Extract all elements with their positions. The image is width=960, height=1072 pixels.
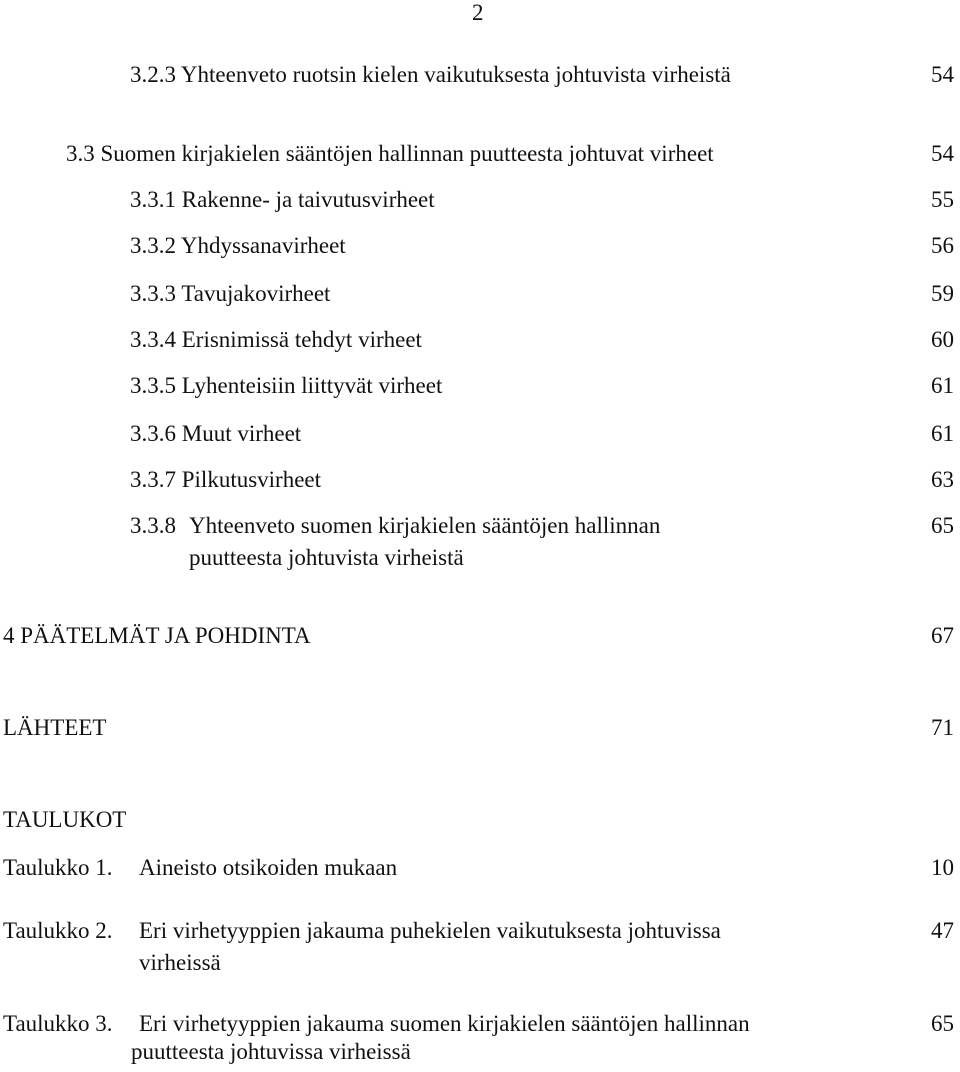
toc-entry-page: 63	[931, 467, 954, 492]
toc-entry-label: 3.3.7 Pilkutusvirheet	[130, 467, 322, 492]
tables-heading-label: TAULUKOT	[3, 807, 127, 832]
toc-entry-page: 54	[931, 141, 954, 166]
toc-entry-label: 3.3 Suomen kirjakielen sääntöjen hallinnan puutteesta johtuvat virheet	[66, 141, 714, 166]
toc-entry-label: 3.3.1 Rakenne- ja taivutusvirheet	[130, 187, 435, 212]
table-entry-page: 10	[931, 855, 954, 880]
toc-entry-label: Yhteenveto suomen kirjakielen sääntöjen hallinnan	[189, 513, 661, 538]
toc-entry-label: LÄHTEET	[3, 715, 107, 740]
toc-entry-page: 59	[931, 281, 954, 306]
toc-entry-page: 71	[931, 715, 954, 740]
table-entry-title-continued: virheissä	[139, 950, 221, 975]
table-entry-prefix: Taulukko 2.	[3, 918, 113, 943]
toc-entry-page: 61	[931, 373, 954, 398]
table-entry-page: 47	[931, 918, 954, 943]
toc-entry-label: 3.3.2 Yhdyssanavirheet	[130, 233, 346, 258]
table-entry-page: 65	[931, 1011, 954, 1036]
table-entry-title: Aineisto otsikoiden mukaan	[139, 855, 398, 880]
page-number: 2	[472, 0, 484, 25]
toc-entry-label: 4 PÄÄTELMÄT JA POHDINTA	[3, 623, 311, 648]
toc-entry-label: 3.2.3 Yhteenveto ruotsin kielen vaikutuksesta johtuvista virheistä	[130, 62, 731, 87]
table-entry-prefix: Taulukko 3.	[3, 1011, 113, 1036]
toc-entry-number: 3.3.8	[130, 513, 176, 538]
toc-entry-page: 56	[931, 233, 954, 258]
toc-entry-label: 3.3.5 Lyhenteisiin liittyvät virheet	[130, 373, 443, 398]
toc-entry-label: 3.3.4 Erisnimissä tehdyt virheet	[130, 327, 422, 352]
toc-entry-page: 54	[931, 62, 954, 87]
toc-entry-label: 3.3.3 Tavujakovirheet	[130, 281, 331, 306]
table-entry-title-continued: puutteesta johtuvissa virheissä	[131, 1039, 411, 1064]
table-entry-prefix: Taulukko 1.	[3, 855, 113, 880]
toc-entry-label-continued: puutteesta johtuvista virheistä	[189, 545, 464, 570]
toc-entry-page: 60	[931, 327, 954, 352]
toc-entry-label: 3.3.6 Muut virheet	[130, 421, 302, 446]
toc-entry-page: 55	[931, 187, 954, 212]
toc-entry-page: 65	[931, 513, 954, 538]
toc-entry-page: 61	[931, 421, 954, 446]
table-entry-title: Eri virhetyyppien jakauma suomen kirjakielen sääntöjen hallinnan	[139, 1011, 750, 1036]
toc-entry-page: 67	[931, 623, 954, 648]
table-entry-title: Eri virhetyyppien jakauma puhekielen vaikutuksesta johtuvissa	[139, 918, 721, 943]
